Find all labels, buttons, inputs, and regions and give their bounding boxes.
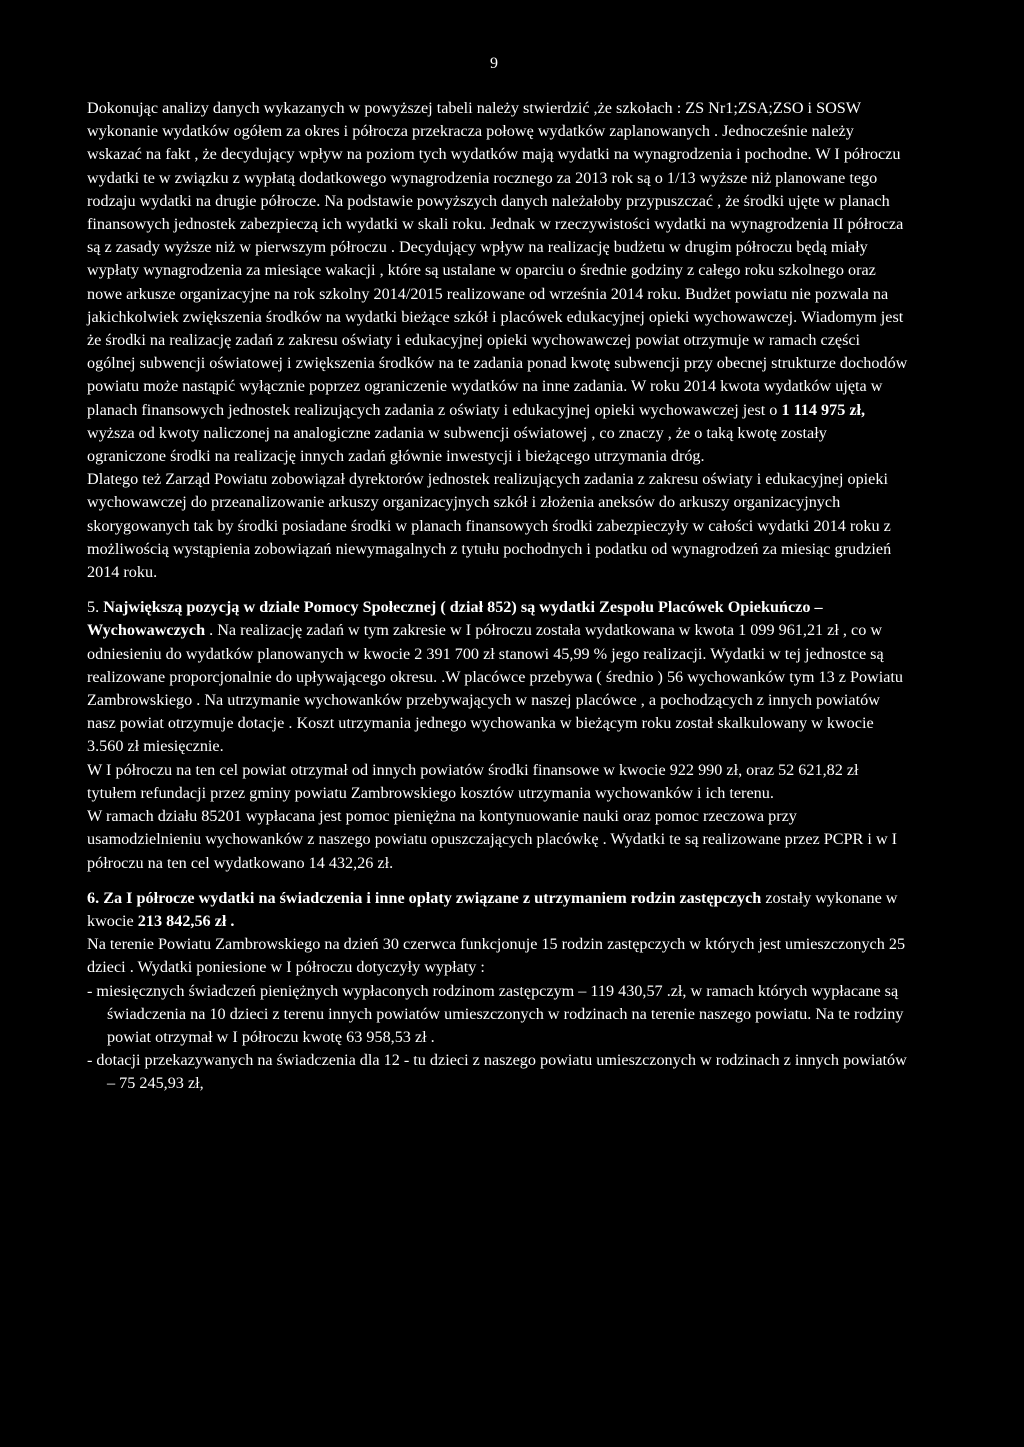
section-6-heading: 6. Za I półrocze wydatki na świadczenia i inne opłaty związane z utrzymaniem rodzin zastępczych — [87, 888, 762, 907]
section-5-heading: Największą pozycją w dziale Pomocy Społecznej ( dział 852) są wydatki Zespołu Placówek Opiekuńczo – Wychowawczych — [87, 598, 823, 640]
paragraph-schools — [87, 97, 909, 468]
section-6-text: zostały wykonane w kwocie — [87, 888, 898, 930]
section-6-amount: 213 842,56 zł . — [137, 911, 235, 930]
section-5-paragraph-2: W I półroczu na ten cel powiat otrzymał od innych powiatów środki finansowe w kwocie 922 990 zł, oraz 52 621,82 zł tytułem refundacji przez gminy powiatu Zambrowskiego kosztów utrzymania wychowanków i ich terenu. — [87, 760, 859, 802]
section-5-text: . Na realizację zadań w tym zakresie w I półroczu została wydatkowana w kwota 1 099 961,21 zł , co w odniesieniu do wydatków planowanych w kwocie 2 391 700 zł stanowi 45,99 % jego realizacji. Wydatki w tej jednostce są realizowane proporcjonalnie do upływającego okresu. .W placówce przebywa ( średnio ) 56 wychowanków tym 13 z Powiatu Zambrowskiego . Na utrzymanie wychowanków przebywających w naszej placówce , a pochodzących z innych powiatów nasz powiat otrzymuje dotacje . Koszt utrzymania jednego wychowanka w bieżącym roku został skalkulowany w kwocie 3.560 zł miesięcznie. — [87, 621, 904, 756]
paragraph-schools-end: wyższa od kwoty naliczonej na analogiczne zadania w subwencji oświatowej , co znaczy , że o taką kwotę zostały ograniczone środki na realizację innych zadań głównie inwestycji i bieżącego utrzymania dróg. — [87, 423, 827, 466]
section-5-number: 5. — [87, 598, 100, 617]
page-number: 9 — [490, 55, 498, 72]
list-item-subsidies: - dotacji przekazywanych na świadczenia dla 12 - tu dzieci z naszego powiatu umieszczonych w rodzinach z innych powiatów – 75 245,93 zł, — [87, 1051, 907, 1093]
paragraph-schools-text: Dokonując analizy danych wykazanych w powyższej tabeli należy stwierdzić ,że szkołach : ZS Nr1;ZSA;ZSO i SOSW wykonanie wydatków ogółem za okres i półrocza przekracza połowę wydatków zaplanowanych . Jednocześnie należy wskazać na fakt , że decydujący wpływ na poziom tych wydatków mają wydatki na wynagrodzenia i pochodne. W I półroczu wydatki te w związku z wypłatą dodatkowego wynagrodzenia rocznego za 2013 rok są o 1/13 wyższe niż planowane tego rodzaju wydatki na drugie półrocze. Na podstawie powyższych danych należałoby przypuszczać , że środki ujęte w planach finansowych jednostek zabezpieczą ich wydatki w skali roku. Jednak w rzeczywistości wydatki na wynagrodzenia II półrocza są z zasady wyższe niż w pierwszym półroczu . Decydujący wpływ na realizację budżetu w drugim półroczu będą miały wypłaty wynagrodzenia za miesiące wakacji , które są ustalane w oparciu o średnie godziny z całego roku szkolnego oraz nowe arkusze organizacyjne na rok szkolny 2014/2015 realizowane od września 2014 roku. Budżet powiatu nie pozwala na jakichkolwiek zwiększenia środków na wydatki bieżące szkół i placówek edukacyjnej opieki wychowawczej. Wiadomym jest że środki na realizację zadań z zakresu oświaty i edukacyjnej opieki wychowawczej powiat otrzymuje w ramach części ogólnej subwencji oświatowej i zwiększenia środków na te zadania ponad kwotę subwencji przy obecnej strukturze dochodów powiatu może nastąpić wyłącznie poprzez ograniczenie wydatków na inne zadania. W roku 2014 kwota wydatków ujęta w planach finansowych jednostek realizujących zadania z oświaty i edukacyjnej opieki wychowawczej jest o — [87, 99, 908, 419]
section-6 — [87, 887, 909, 933]
section-5 — [87, 596, 909, 758]
amount-1114975: 1 114 975 zł, — [781, 400, 866, 419]
paragraph-board: Dlatego też Zarząd Powiatu zobowiązał dyrektorów jednostek realizujących zadania z zakresu oświaty i edukacyjnej opieki wychowawczej do przeanalizowanie arkuszy organizacyjnych szkół i złożenia aneksów do arkuszy organizacyjnych skorygowanych tak by środki posiadane środki w planach finansowych środki zabezpieczyły w całości wydatki 2014 roku z możliwością wystąpienia zobowiązań niewymagalnych z tytułu pochodnych i podatku od wynagrodzeń za miesiąc grudzień 2014 roku. — [87, 470, 892, 582]
list-item-monthly-benefits: - miesięcznych świadczeń pieniężnych wypłaconych rodzinom zastępczym – 119 430,57 .zł, w ramach których wypłacane są świadczenia na 10 dzieci z terenu innych powiatów umieszczonych w rodzinach na terenie naszego powiatu. Na te rodziny powiat otrzymał w I półroczu kwotę 63 958,53 zł . — [87, 981, 904, 1046]
document-body — [87, 97, 909, 1096]
section-6-paragraph-2: Na terenie Powiatu Zambrowskiego na dzień 30 czerwca funkcjonuje 15 rodzin zastępczych w których jest umieszczonych 25 dzieci . Wydatki poniesione w I półroczu dotyczyły wypłaty : — [87, 935, 906, 977]
section-5-paragraph-3: W ramach działu 85201 wypłacana jest pomoc pieniężna na kontynuowanie nauki oraz pomoc rzeczowa przy usamodzielnieniu wychowanków z naszego powiatu opuszczających placówkę . Wydatki te są realizowane przez PCPR i w I półroczu na ten cel wydatkowano 14 432,26 zł. — [87, 807, 898, 872]
